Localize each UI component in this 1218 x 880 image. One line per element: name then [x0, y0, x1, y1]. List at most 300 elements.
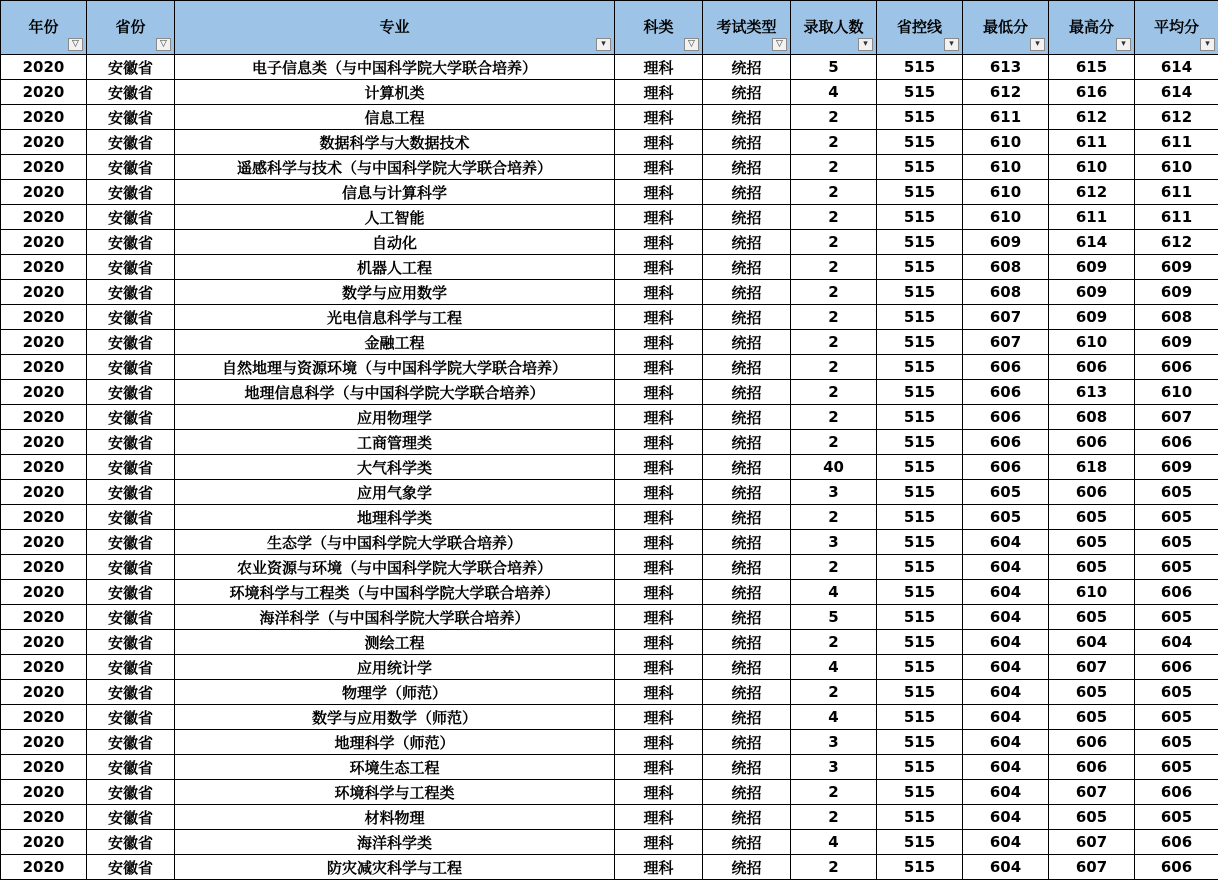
- table-cell[interactable]: 614: [1135, 80, 1218, 105]
- table-cell[interactable]: 612: [1049, 180, 1135, 205]
- table-cell[interactable]: 607: [963, 305, 1049, 330]
- table-cell[interactable]: 604: [963, 805, 1049, 830]
- table-cell[interactable]: 2020: [1, 505, 87, 530]
- table-cell[interactable]: 611: [1049, 205, 1135, 230]
- table-cell[interactable]: 613: [1049, 380, 1135, 405]
- column-header[interactable]: [703, 1, 791, 55]
- table-cell[interactable]: 515: [877, 755, 963, 780]
- table-cell[interactable]: 应用物理学: [175, 405, 615, 430]
- table-cell[interactable]: 安徽省: [87, 155, 175, 180]
- table-cell[interactable]: 515: [877, 280, 963, 305]
- table-cell[interactable]: 606: [963, 455, 1049, 480]
- table-cell[interactable]: 理科: [615, 155, 703, 180]
- table-cell[interactable]: 安徽省: [87, 205, 175, 230]
- column-header[interactable]: [791, 1, 877, 55]
- table-cell[interactable]: 515: [877, 430, 963, 455]
- table-cell[interactable]: 604: [963, 830, 1049, 855]
- table-cell[interactable]: 安徽省: [87, 105, 175, 130]
- table-cell[interactable]: 理科: [615, 780, 703, 805]
- table-cell[interactable]: 安徽省: [87, 530, 175, 555]
- table-cell[interactable]: 安徽省: [87, 230, 175, 255]
- table-cell[interactable]: 604: [963, 755, 1049, 780]
- table-cell[interactable]: 安徽省: [87, 130, 175, 155]
- table-cell[interactable]: 2020: [1, 205, 87, 230]
- table-cell[interactable]: 数据科学与大数据技术: [175, 130, 615, 155]
- table-cell[interactable]: 统招: [703, 580, 791, 605]
- table-cell[interactable]: 统招: [703, 480, 791, 505]
- table-cell[interactable]: 生态学（与中国科学院大学联合培养）: [175, 530, 615, 555]
- table-cell[interactable]: 地理信息科学（与中国科学院大学联合培养）: [175, 380, 615, 405]
- table-cell[interactable]: 统招: [703, 105, 791, 130]
- table-cell[interactable]: 统招: [703, 680, 791, 705]
- table-cell[interactable]: 604: [963, 655, 1049, 680]
- dropdown-arrow-icon[interactable]: ▾: [858, 38, 873, 51]
- table-cell[interactable]: 609: [1049, 305, 1135, 330]
- column-header[interactable]: [175, 1, 615, 55]
- table-cell[interactable]: 607: [1135, 405, 1218, 430]
- table-cell[interactable]: 604: [1049, 630, 1135, 655]
- table-cell[interactable]: 统招: [703, 605, 791, 630]
- table-cell[interactable]: 515: [877, 305, 963, 330]
- table-cell[interactable]: 海洋科学类: [175, 830, 615, 855]
- table-cell[interactable]: 物理学（师范）: [175, 680, 615, 705]
- table-cell[interactable]: 606: [963, 430, 1049, 455]
- table-cell[interactable]: 统招: [703, 830, 791, 855]
- table-cell[interactable]: 安徽省: [87, 730, 175, 755]
- table-cell[interactable]: 515: [877, 505, 963, 530]
- table-cell[interactable]: 515: [877, 355, 963, 380]
- table-cell[interactable]: 2: [791, 205, 877, 230]
- table-cell[interactable]: 606: [1135, 780, 1218, 805]
- table-cell[interactable]: 理科: [615, 755, 703, 780]
- table-cell[interactable]: 4: [791, 655, 877, 680]
- table-cell[interactable]: 理科: [615, 730, 703, 755]
- table-cell[interactable]: 2020: [1, 830, 87, 855]
- table-cell[interactable]: 3: [791, 755, 877, 780]
- table-cell[interactable]: 2020: [1, 330, 87, 355]
- table-cell[interactable]: 2020: [1, 680, 87, 705]
- table-cell[interactable]: 606: [1049, 355, 1135, 380]
- table-cell[interactable]: 理科: [615, 580, 703, 605]
- table-cell[interactable]: 2020: [1, 455, 87, 480]
- table-cell[interactable]: 理科: [615, 655, 703, 680]
- table-cell[interactable]: 理科: [615, 355, 703, 380]
- table-cell[interactable]: 606: [963, 405, 1049, 430]
- table-cell[interactable]: 2020: [1, 130, 87, 155]
- table-cell[interactable]: 2020: [1, 580, 87, 605]
- table-cell[interactable]: 人工智能: [175, 205, 615, 230]
- table-cell[interactable]: 安徽省: [87, 855, 175, 880]
- table-cell[interactable]: 安徽省: [87, 680, 175, 705]
- table-cell[interactable]: 515: [877, 730, 963, 755]
- table-cell[interactable]: 统招: [703, 405, 791, 430]
- table-cell[interactable]: 统招: [703, 780, 791, 805]
- table-cell[interactable]: 611: [963, 105, 1049, 130]
- table-cell[interactable]: 自然地理与资源环境（与中国科学院大学联合培养）: [175, 355, 615, 380]
- table-cell[interactable]: 610: [1049, 580, 1135, 605]
- table-cell[interactable]: 515: [877, 55, 963, 80]
- table-cell[interactable]: 计算机类: [175, 80, 615, 105]
- table-cell[interactable]: 604: [963, 580, 1049, 605]
- table-cell[interactable]: 604: [963, 780, 1049, 805]
- table-cell[interactable]: 统招: [703, 255, 791, 280]
- table-cell[interactable]: 515: [877, 555, 963, 580]
- table-cell[interactable]: 数学与应用数学: [175, 280, 615, 305]
- table-cell[interactable]: 609: [1135, 455, 1218, 480]
- table-cell[interactable]: 515: [877, 255, 963, 280]
- table-cell[interactable]: 610: [1135, 155, 1218, 180]
- table-cell[interactable]: 统招: [703, 355, 791, 380]
- table-cell[interactable]: 金融工程: [175, 330, 615, 355]
- table-cell[interactable]: 606: [963, 355, 1049, 380]
- table-cell[interactable]: 611: [1049, 130, 1135, 155]
- table-cell[interactable]: 安徽省: [87, 630, 175, 655]
- table-cell[interactable]: 2: [791, 805, 877, 830]
- table-cell[interactable]: 2020: [1, 805, 87, 830]
- table-cell[interactable]: 统招: [703, 55, 791, 80]
- table-cell[interactable]: 515: [877, 180, 963, 205]
- table-cell[interactable]: 4: [791, 80, 877, 105]
- table-cell[interactable]: 515: [877, 405, 963, 430]
- table-cell[interactable]: 515: [877, 155, 963, 180]
- table-cell[interactable]: 材料物理: [175, 805, 615, 830]
- filter-icon[interactable]: ▽: [772, 38, 787, 51]
- table-cell[interactable]: 统招: [703, 430, 791, 455]
- table-cell[interactable]: 2020: [1, 355, 87, 380]
- table-cell[interactable]: 2020: [1, 305, 87, 330]
- table-cell[interactable]: 统招: [703, 630, 791, 655]
- table-cell[interactable]: 604: [963, 555, 1049, 580]
- table-cell[interactable]: 统招: [703, 380, 791, 405]
- table-cell[interactable]: 607: [963, 330, 1049, 355]
- table-cell[interactable]: 安徽省: [87, 580, 175, 605]
- table-cell[interactable]: 2: [791, 355, 877, 380]
- table-cell[interactable]: 理科: [615, 305, 703, 330]
- table-cell[interactable]: 604: [963, 630, 1049, 655]
- table-cell[interactable]: 2: [791, 555, 877, 580]
- table-cell[interactable]: 605: [1135, 680, 1218, 705]
- table-cell[interactable]: 607: [1049, 780, 1135, 805]
- table-cell[interactable]: 2020: [1, 105, 87, 130]
- table-cell[interactable]: 安徽省: [87, 455, 175, 480]
- table-cell[interactable]: 测绘工程: [175, 630, 615, 655]
- table-cell[interactable]: 机器人工程: [175, 255, 615, 280]
- table-cell[interactable]: 2: [791, 255, 877, 280]
- table-cell[interactable]: 2020: [1, 155, 87, 180]
- table-cell[interactable]: 电子信息类（与中国科学院大学联合培养）: [175, 55, 615, 80]
- table-cell[interactable]: 理科: [615, 105, 703, 130]
- table-cell[interactable]: 地理科学（师范）: [175, 730, 615, 755]
- table-cell[interactable]: 2020: [1, 480, 87, 505]
- table-cell[interactable]: 606: [1049, 755, 1135, 780]
- table-cell[interactable]: 2: [791, 330, 877, 355]
- table-cell[interactable]: 5: [791, 55, 877, 80]
- table-cell[interactable]: 2020: [1, 230, 87, 255]
- table-cell[interactable]: 5: [791, 605, 877, 630]
- table-cell[interactable]: 遥感科学与技术（与中国科学院大学联合培养）: [175, 155, 615, 180]
- table-cell[interactable]: 统招: [703, 655, 791, 680]
- table-cell[interactable]: 2: [791, 180, 877, 205]
- table-cell[interactable]: 616: [1049, 80, 1135, 105]
- table-cell[interactable]: 安徽省: [87, 830, 175, 855]
- table-cell[interactable]: 515: [877, 80, 963, 105]
- table-cell[interactable]: 2: [791, 430, 877, 455]
- table-cell[interactable]: 地理科学类: [175, 505, 615, 530]
- table-cell[interactable]: 605: [1049, 805, 1135, 830]
- table-cell[interactable]: 515: [877, 455, 963, 480]
- table-cell[interactable]: 515: [877, 830, 963, 855]
- table-cell[interactable]: 606: [1049, 480, 1135, 505]
- table-cell[interactable]: 理科: [615, 255, 703, 280]
- table-cell[interactable]: 统招: [703, 555, 791, 580]
- table-cell[interactable]: 609: [1135, 255, 1218, 280]
- table-cell[interactable]: 统招: [703, 730, 791, 755]
- table-cell[interactable]: 大气科学类: [175, 455, 615, 480]
- table-cell[interactable]: 应用气象学: [175, 480, 615, 505]
- table-cell[interactable]: 2020: [1, 630, 87, 655]
- table-cell[interactable]: 605: [1135, 480, 1218, 505]
- dropdown-arrow-icon[interactable]: ▾: [944, 38, 959, 51]
- table-cell[interactable]: 610: [963, 205, 1049, 230]
- table-cell[interactable]: 理科: [615, 230, 703, 255]
- table-cell[interactable]: 607: [1049, 655, 1135, 680]
- table-cell[interactable]: 数学与应用数学（师范）: [175, 705, 615, 730]
- table-cell[interactable]: 515: [877, 630, 963, 655]
- table-cell[interactable]: 2020: [1, 730, 87, 755]
- table-cell[interactable]: 607: [1049, 855, 1135, 880]
- table-cell[interactable]: 605: [1135, 530, 1218, 555]
- table-cell[interactable]: 统招: [703, 280, 791, 305]
- table-cell[interactable]: 515: [877, 480, 963, 505]
- table-cell[interactable]: 2020: [1, 755, 87, 780]
- table-cell[interactable]: 609: [1135, 330, 1218, 355]
- table-cell[interactable]: 605: [1049, 530, 1135, 555]
- column-header[interactable]: [1, 1, 87, 55]
- table-cell[interactable]: 2: [791, 280, 877, 305]
- column-header[interactable]: [963, 1, 1049, 55]
- table-cell[interactable]: 安徽省: [87, 430, 175, 455]
- table-cell[interactable]: 607: [1049, 830, 1135, 855]
- table-cell[interactable]: 608: [1135, 305, 1218, 330]
- table-cell[interactable]: 515: [877, 780, 963, 805]
- table-cell[interactable]: 606: [1135, 830, 1218, 855]
- table-cell[interactable]: 安徽省: [87, 80, 175, 105]
- table-cell[interactable]: 605: [1135, 555, 1218, 580]
- table-cell[interactable]: 安徽省: [87, 805, 175, 830]
- table-cell[interactable]: 515: [877, 605, 963, 630]
- table-cell[interactable]: 515: [877, 580, 963, 605]
- table-cell[interactable]: 605: [1135, 805, 1218, 830]
- table-cell[interactable]: 515: [877, 655, 963, 680]
- table-cell[interactable]: 统招: [703, 230, 791, 255]
- table-cell[interactable]: 理科: [615, 480, 703, 505]
- table-cell[interactable]: 安徽省: [87, 180, 175, 205]
- table-cell[interactable]: 609: [1135, 280, 1218, 305]
- table-cell[interactable]: 515: [877, 380, 963, 405]
- table-cell[interactable]: 理科: [615, 205, 703, 230]
- table-cell[interactable]: 理科: [615, 405, 703, 430]
- table-cell[interactable]: 610: [963, 155, 1049, 180]
- table-cell[interactable]: 609: [963, 230, 1049, 255]
- table-cell[interactable]: 理科: [615, 80, 703, 105]
- table-cell[interactable]: 608: [1049, 405, 1135, 430]
- table-cell[interactable]: 606: [1135, 355, 1218, 380]
- column-header[interactable]: [1049, 1, 1135, 55]
- table-cell[interactable]: 604: [1135, 630, 1218, 655]
- dropdown-arrow-icon[interactable]: ▾: [1030, 38, 1045, 51]
- table-cell[interactable]: 安徽省: [87, 255, 175, 280]
- table-cell[interactable]: 605: [1049, 705, 1135, 730]
- dropdown-arrow-icon[interactable]: ▾: [1116, 38, 1131, 51]
- table-cell[interactable]: 信息与计算科学: [175, 180, 615, 205]
- table-cell[interactable]: 610: [1049, 330, 1135, 355]
- table-cell[interactable]: 理科: [615, 55, 703, 80]
- dropdown-arrow-icon[interactable]: ▾: [1200, 38, 1215, 51]
- table-cell[interactable]: 610: [1049, 155, 1135, 180]
- table-cell[interactable]: 2020: [1, 780, 87, 805]
- table-cell[interactable]: 理科: [615, 180, 703, 205]
- table-cell[interactable]: 2: [791, 130, 877, 155]
- table-cell[interactable]: 环境生态工程: [175, 755, 615, 780]
- column-header[interactable]: [1135, 1, 1218, 55]
- table-cell[interactable]: 安徽省: [87, 780, 175, 805]
- table-cell[interactable]: 统招: [703, 205, 791, 230]
- table-cell[interactable]: 614: [1049, 230, 1135, 255]
- table-cell[interactable]: 608: [963, 255, 1049, 280]
- filter-icon[interactable]: ▽: [156, 38, 171, 51]
- table-cell[interactable]: 2020: [1, 180, 87, 205]
- table-cell[interactable]: 515: [877, 680, 963, 705]
- table-cell[interactable]: 515: [877, 205, 963, 230]
- table-cell[interactable]: 安徽省: [87, 280, 175, 305]
- table-cell[interactable]: 515: [877, 105, 963, 130]
- table-cell[interactable]: 4: [791, 580, 877, 605]
- table-cell[interactable]: 604: [963, 605, 1049, 630]
- table-cell[interactable]: 统招: [703, 80, 791, 105]
- table-cell[interactable]: 理科: [615, 380, 703, 405]
- table-cell[interactable]: 2: [791, 780, 877, 805]
- table-cell[interactable]: 安徽省: [87, 505, 175, 530]
- table-cell[interactable]: 光电信息科学与工程: [175, 305, 615, 330]
- table-cell[interactable]: 2: [791, 680, 877, 705]
- table-cell[interactable]: 安徽省: [87, 605, 175, 630]
- table-cell[interactable]: 3: [791, 480, 877, 505]
- table-cell[interactable]: 606: [1049, 430, 1135, 455]
- table-cell[interactable]: 安徽省: [87, 555, 175, 580]
- table-cell[interactable]: 2: [791, 855, 877, 880]
- table-cell[interactable]: 信息工程: [175, 105, 615, 130]
- table-cell[interactable]: 3: [791, 530, 877, 555]
- table-cell[interactable]: 615: [1049, 55, 1135, 80]
- table-cell[interactable]: 515: [877, 705, 963, 730]
- table-cell[interactable]: 统招: [703, 855, 791, 880]
- table-cell[interactable]: 理科: [615, 705, 703, 730]
- table-cell[interactable]: 2020: [1, 605, 87, 630]
- table-cell[interactable]: 605: [1135, 730, 1218, 755]
- table-cell[interactable]: 612: [1135, 230, 1218, 255]
- table-cell[interactable]: 605: [1135, 505, 1218, 530]
- table-cell[interactable]: 统招: [703, 805, 791, 830]
- table-cell[interactable]: 2: [791, 155, 877, 180]
- table-cell[interactable]: 统招: [703, 705, 791, 730]
- filter-icon[interactable]: ▽: [68, 38, 83, 51]
- table-cell[interactable]: 614: [1135, 55, 1218, 80]
- table-cell[interactable]: 608: [963, 280, 1049, 305]
- table-cell[interactable]: 3: [791, 730, 877, 755]
- table-cell[interactable]: 2020: [1, 430, 87, 455]
- table-cell[interactable]: 611: [1135, 180, 1218, 205]
- table-cell[interactable]: 2: [791, 305, 877, 330]
- filter-icon[interactable]: ▽: [684, 38, 699, 51]
- table-cell[interactable]: 605: [963, 505, 1049, 530]
- table-cell[interactable]: 2020: [1, 530, 87, 555]
- table-cell[interactable]: 606: [963, 380, 1049, 405]
- table-cell[interactable]: 604: [963, 730, 1049, 755]
- table-cell[interactable]: 2020: [1, 405, 87, 430]
- table-cell[interactable]: 515: [877, 130, 963, 155]
- table-cell[interactable]: 2: [791, 505, 877, 530]
- table-cell[interactable]: 515: [877, 230, 963, 255]
- table-cell[interactable]: 理科: [615, 830, 703, 855]
- table-cell[interactable]: 环境科学与工程类（与中国科学院大学联合培养）: [175, 580, 615, 605]
- table-cell[interactable]: 606: [1135, 855, 1218, 880]
- table-cell[interactable]: 2: [791, 380, 877, 405]
- table-cell[interactable]: 统招: [703, 530, 791, 555]
- table-cell[interactable]: 统招: [703, 130, 791, 155]
- table-cell[interactable]: 理科: [615, 855, 703, 880]
- table-cell[interactable]: 2: [791, 405, 877, 430]
- table-cell[interactable]: 安徽省: [87, 405, 175, 430]
- table-cell[interactable]: 606: [1135, 580, 1218, 605]
- table-cell[interactable]: 理科: [615, 455, 703, 480]
- table-cell[interactable]: 2020: [1, 255, 87, 280]
- table-cell[interactable]: 605: [1135, 605, 1218, 630]
- table-cell[interactable]: 工商管理类: [175, 430, 615, 455]
- table-cell[interactable]: 515: [877, 805, 963, 830]
- table-cell[interactable]: 2020: [1, 555, 87, 580]
- table-cell[interactable]: 605: [963, 480, 1049, 505]
- table-cell[interactable]: 515: [877, 855, 963, 880]
- table-cell[interactable]: 安徽省: [87, 480, 175, 505]
- table-cell[interactable]: 2020: [1, 380, 87, 405]
- table-cell[interactable]: 防灾减灾科学与工程: [175, 855, 615, 880]
- table-cell[interactable]: 605: [1049, 555, 1135, 580]
- table-cell[interactable]: 统招: [703, 455, 791, 480]
- table-cell[interactable]: 2020: [1, 55, 87, 80]
- table-cell[interactable]: 515: [877, 330, 963, 355]
- table-cell[interactable]: 605: [1049, 605, 1135, 630]
- table-cell[interactable]: 515: [877, 530, 963, 555]
- table-cell[interactable]: 安徽省: [87, 330, 175, 355]
- table-cell[interactable]: 理科: [615, 430, 703, 455]
- table-cell[interactable]: 2020: [1, 80, 87, 105]
- dropdown-arrow-icon[interactable]: ▾: [596, 38, 611, 51]
- table-cell[interactable]: 2: [791, 630, 877, 655]
- table-cell[interactable]: 统招: [703, 180, 791, 205]
- table-cell[interactable]: 613: [963, 55, 1049, 80]
- table-cell[interactable]: 611: [1135, 205, 1218, 230]
- column-header[interactable]: [87, 1, 175, 55]
- table-cell[interactable]: 2: [791, 105, 877, 130]
- table-cell[interactable]: 2020: [1, 855, 87, 880]
- table-cell[interactable]: 海洋科学（与中国科学院大学联合培养）: [175, 605, 615, 630]
- column-header[interactable]: [615, 1, 703, 55]
- table-cell[interactable]: 理科: [615, 330, 703, 355]
- table-cell[interactable]: 604: [963, 705, 1049, 730]
- table-cell[interactable]: 安徽省: [87, 55, 175, 80]
- table-cell[interactable]: 606: [1135, 430, 1218, 455]
- table-cell[interactable]: 604: [963, 530, 1049, 555]
